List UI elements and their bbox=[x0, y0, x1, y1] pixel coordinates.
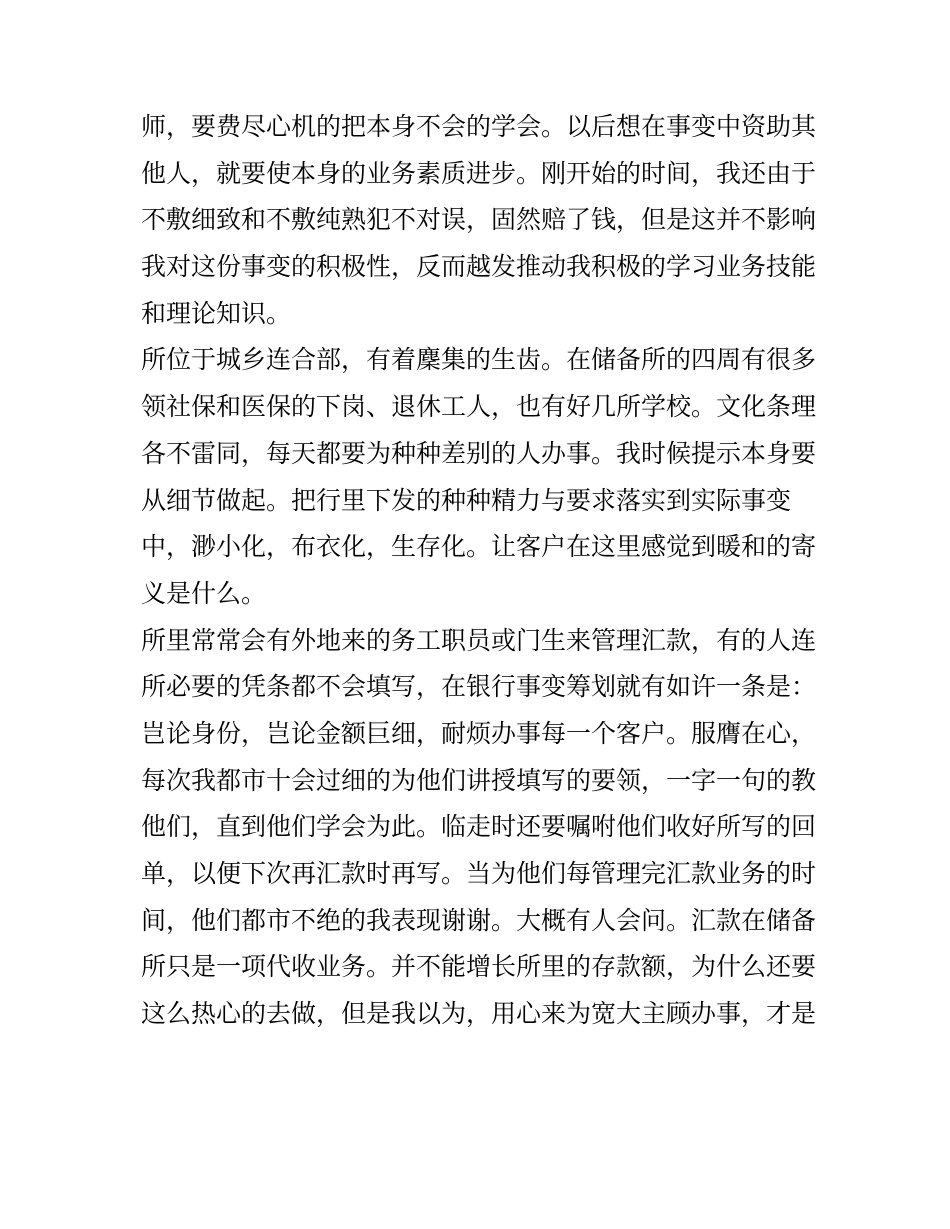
text-line: 领社保和医保的下岗、退休工人，也有好几所学校。文化条理 bbox=[141, 392, 817, 422]
text-line: 他们，直到他们学会为此。临走时还要嘱咐他们收好所写的回 bbox=[141, 812, 817, 842]
text-line: 我对这份事变的积极性，反而越发推动我积极的学习业务技能 bbox=[141, 252, 817, 282]
text-line: 间，他们都市不绝的我表现谢谢。大概有人会问。汇款在储备 bbox=[141, 905, 817, 935]
text-line: 所位于城乡连合部，有着麇集的生齿。在储备所的四周有很多 bbox=[141, 345, 817, 375]
text-line: 和理论知识。 bbox=[141, 298, 292, 328]
text-line: 所只是一项代收业务。并不能增长所里的存款额，为什么还要 bbox=[141, 952, 817, 982]
text-line: 所必要的凭条都不会填写，在银行事变筹划就有如许一条是： bbox=[141, 672, 817, 702]
text-line: 每次我都市十会过细的为他们讲授填写的要领，一字一句的教 bbox=[141, 765, 817, 795]
body-text bbox=[141, 104, 821, 1038]
text-line: 师，要费尽心机的把本身不会的学会。以后想在事变中资助其 bbox=[141, 112, 817, 141]
text-line: 岂论身份，岂论金额巨细，耐烦办事每一个客户。服膺在心， bbox=[141, 718, 817, 748]
text-line: 从细节做起。把行里下发的种种精力与要求落实到实际事变 bbox=[141, 485, 792, 515]
text-line: 这么热心的去做，但是我以为，用心来为宽大主顾办事，才是 bbox=[141, 999, 817, 1029]
text-line: 中，渺小化，布衣化，生存化。让客户在这里感觉到暖和的寄 bbox=[141, 532, 817, 562]
text-line: 单，以便下次再汇款时再写。当为他们每管理完汇款业务的时 bbox=[141, 859, 817, 888]
text-line: 所里常常会有外地来的务工职员或门生来管理汇款，有的人连 bbox=[141, 625, 817, 655]
text-line: 义是什么。 bbox=[141, 578, 267, 608]
text-line: 他人，就要使本身的业务素质进步。刚开始的时间，我还由于 bbox=[141, 158, 817, 188]
text-line: 各不雷同，每天都要为种种差别的人办事。我时候提示本身要 bbox=[141, 438, 817, 468]
text-line: 不敷细致和不敷纯熟犯不对误，固然赔了钱，但是这并不影响 bbox=[141, 205, 817, 235]
